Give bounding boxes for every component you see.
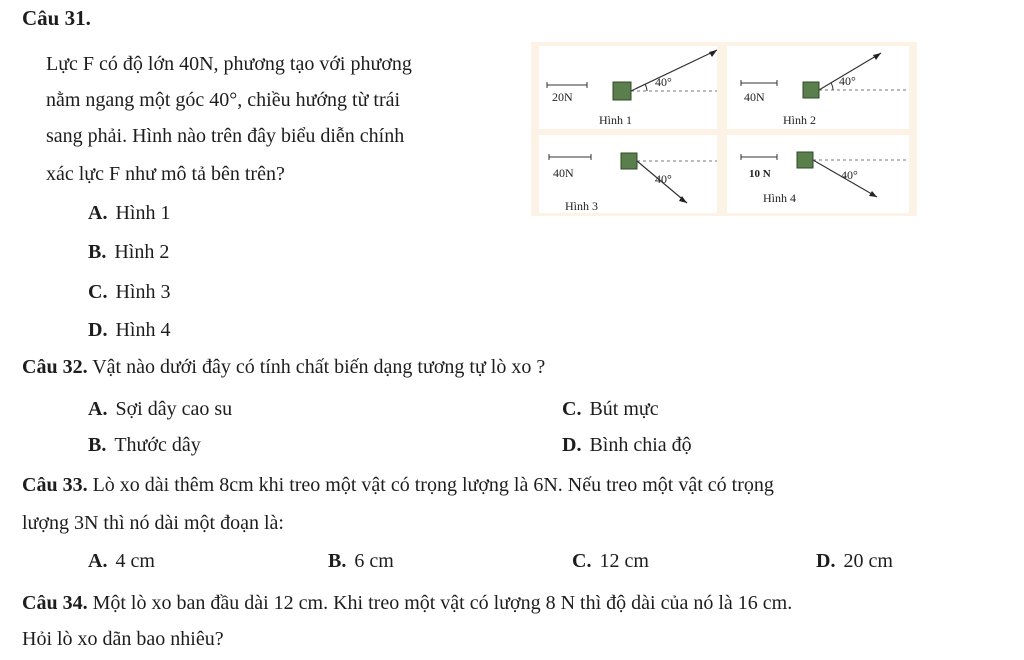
option-text: Sợi dây cao su [115,398,233,420]
figure-hinh-1-drawing [539,46,717,129]
figure-hinh-3-angle: 40° [655,172,672,186]
q31-stem-line-3: sang phải. Hình nào trên đây biểu diễn chính [46,125,405,147]
option-text: 4 cm [115,550,155,572]
q32-option-c[interactable] [562,398,659,421]
option-letter: A. [88,550,108,572]
q32-option-a[interactable] [88,398,232,421]
option-text: Hình 2 [114,241,170,263]
figure-hinh-4-angle: 40° [841,168,858,182]
q32-text: Vật nào dưới đây có tính chất biến dạng tương tự lò xo ? [87,356,546,378]
figure-hinh-4-drawing [727,135,909,213]
q34-stem-line-2: Hỏi lò xo dãn bao nhiêu? [22,628,224,650]
option-text: Bút mực [589,398,659,420]
figure-hinh-1-scale: 20N [552,90,573,104]
q31-stem-line-1: Lực F có độ lớn 40N, phương tạo với phương [46,53,412,75]
q31-option-c[interactable] [88,281,170,304]
arrow-head-icon [873,53,881,60]
arrow-head-icon [869,191,877,197]
figure-hinh-2-scale: 40N [744,90,765,104]
q33-option-a[interactable] [88,550,155,573]
figure-hinh-3-scale: 40N [553,166,574,180]
q31-stem-line-2: nằm ngang một góc 40°, chiều hướng từ trái [46,89,401,111]
q31-option-a[interactable] [88,202,170,225]
q33-text: Lò xo dài thêm 8cm khi treo một vật có trọng lượng là 6N. Nếu treo một vật có trọng [87,474,774,496]
option-text: 12 cm [599,550,649,572]
q33-stem-line-1 [22,474,774,497]
q33-label: Câu 33. [22,474,88,496]
option-letter: B. [328,550,347,572]
option-letter: C. [88,281,108,303]
q34-label: Câu 34. [22,592,88,614]
figure-hinh-2-angle: 40° [839,74,856,88]
figure-hinh-1-caption: Hình 1 [599,113,632,127]
figure-hinh-4-caption: Hình 4 [763,191,796,205]
option-text: Hình 3 [115,281,171,303]
option-text: Bình chia độ [589,434,692,456]
option-text: 20 cm [843,550,893,572]
block [621,153,637,169]
arrow-head-icon [709,50,717,57]
option-text: Hình 1 [115,202,171,224]
block [797,152,813,168]
force-vector [631,50,717,91]
q33-option-b[interactable] [328,550,394,573]
option-letter: D. [562,434,582,456]
option-letter: C. [562,398,582,420]
option-letter: B. [88,241,107,263]
figure-hinh-2-drawing [727,46,909,129]
q34-text: Một lò xo ban đầu dài 12 cm. Khi treo một vật có lượng 8 N thì độ dài của nó là 16 cm. [87,592,793,614]
figure-hinh-4 [727,135,909,213]
figure-hinh-3-caption: Hình 3 [565,199,598,213]
q31-title: Câu 31. [22,6,91,30]
figure-hinh-3-drawing [539,135,717,213]
option-letter: D. [816,550,836,572]
option-letter: D. [88,319,108,341]
q31-option-d[interactable] [88,319,170,342]
option-letter: C. [572,550,592,572]
q31-stem-line-4: xác lực F như mô tả bên trên? [46,163,285,185]
block [803,82,819,98]
figure-hinh-3 [539,135,717,213]
q32-option-b[interactable] [88,434,201,457]
q32-option-d[interactable] [562,434,692,457]
option-text: Thước dây [114,434,201,456]
q33-stem-line-2: lượng 3N thì nó dài một đoạn là: [22,512,284,534]
q34-stem-line-1 [22,592,792,615]
figure-hinh-4-scale: 10 N [749,168,771,180]
option-letter: B. [88,434,107,456]
q32-label: Câu 32. [22,356,88,378]
option-text: 6 cm [354,550,394,572]
q33-option-c[interactable] [572,550,649,573]
figure-hinh-2 [727,46,909,129]
q31-option-b[interactable] [88,241,169,264]
block [613,82,631,100]
q32-stem [22,356,545,379]
option-letter: A. [88,202,108,224]
figure-hinh-1 [539,46,717,129]
option-text: Hình 4 [115,319,171,341]
figure-hinh-2-caption: Hình 2 [783,113,816,127]
option-letter: A. [88,398,108,420]
q31-figure-grid [531,42,917,216]
figure-hinh-1-angle: 40° [655,75,672,89]
q33-option-d[interactable] [816,550,893,573]
